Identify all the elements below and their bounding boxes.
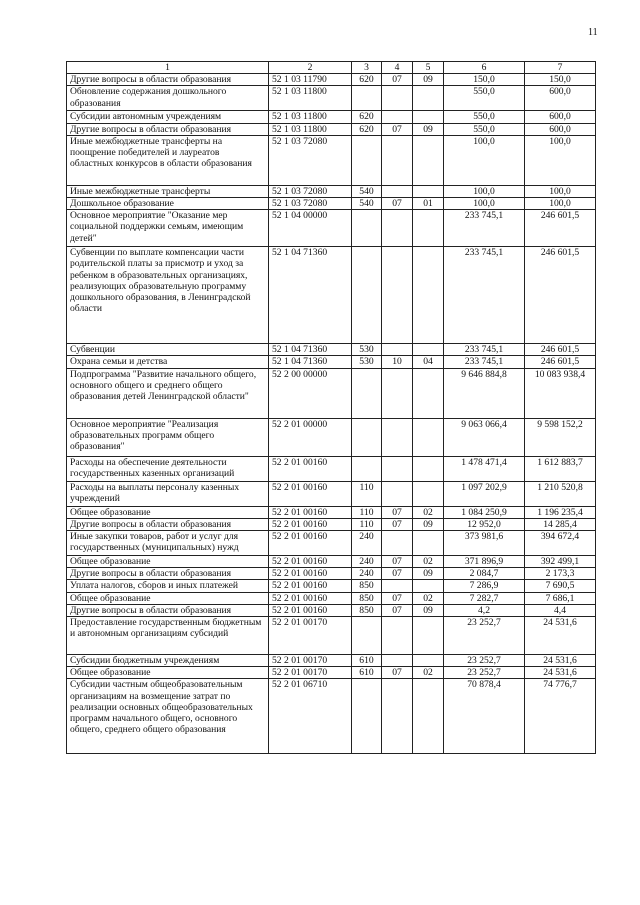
row-amount-1-cell: 233 745,1 <box>444 344 525 356</box>
row-subsection-cell: 09 <box>413 604 444 616</box>
row-section-cell: 07 <box>382 518 413 530</box>
row-code-cell: 52 1 03 72080 <box>269 185 352 197</box>
row-amount-1-cell: 23 252,7 <box>444 617 525 655</box>
row-amount-2-cell: 100,0 <box>525 135 596 185</box>
row-amount-2-cell: 1 612 883,7 <box>525 456 596 481</box>
row-code-cell: 52 2 01 00160 <box>269 580 352 592</box>
row-amount-1-cell: 233 745,1 <box>444 210 525 247</box>
row-amount-2-cell: 100,0 <box>525 198 596 210</box>
row-section-cell: 07 <box>382 123 413 135</box>
row-code-cell: 52 1 03 72080 <box>269 135 352 185</box>
row-code-cell: 52 2 00 00000 <box>269 368 352 418</box>
row-amount-1-cell: 9 063 066,4 <box>444 418 525 456</box>
row-section-cell: 07 <box>382 506 413 518</box>
row-section-cell <box>382 679 413 754</box>
column-header: 3 <box>352 62 382 74</box>
row-section-cell <box>382 368 413 418</box>
row-section-cell: 10 <box>382 356 413 368</box>
row-type-cell: 110 <box>352 506 382 518</box>
table-row <box>67 247 596 344</box>
row-type-cell: 850 <box>352 592 382 604</box>
row-type-cell: 850 <box>352 580 382 592</box>
row-section-cell <box>382 210 413 247</box>
table-row <box>67 580 596 592</box>
row-type-cell: 610 <box>352 655 382 667</box>
table-body <box>67 74 596 754</box>
row-name-cell: Подпрограмма "Развитие начального общего, основного общего и среднего общего образования детей Ленинградской области" <box>67 368 269 418</box>
row-amount-1-cell: 1 084 250,9 <box>444 506 525 518</box>
row-subsection-cell <box>413 86 444 111</box>
row-code-cell: 52 2 01 00160 <box>269 481 352 506</box>
row-subsection-cell <box>413 185 444 197</box>
row-amount-1-cell: 7 286,9 <box>444 580 525 592</box>
row-code-cell: 52 2 01 00170 <box>269 667 352 679</box>
table-row <box>67 185 596 197</box>
budget-table <box>66 61 596 754</box>
table-row <box>67 506 596 518</box>
row-code-cell: 52 1 03 11790 <box>269 74 352 86</box>
table-row <box>67 123 596 135</box>
row-name-cell: Субвенции по выплате компенсации части родительской платы за присмотр и уход за ребенком в образовательных организациях, реализующих образовательную программу дошкольного образования, в Ленинградской области <box>67 247 269 344</box>
table-row <box>67 86 596 111</box>
table-row <box>67 418 596 456</box>
row-subsection-cell <box>413 368 444 418</box>
row-subsection-cell: 02 <box>413 667 444 679</box>
row-type-cell <box>352 368 382 418</box>
table-row <box>67 617 596 655</box>
row-section-cell <box>382 344 413 356</box>
table-row <box>67 135 596 185</box>
row-code-cell: 52 2 01 00160 <box>269 518 352 530</box>
row-section-cell: 07 <box>382 198 413 210</box>
column-header: 6 <box>444 62 525 74</box>
table-row <box>67 556 596 568</box>
row-amount-1-cell: 70 878,4 <box>444 679 525 754</box>
row-name-cell: Субсидии частным общеобразовательным организациям на возмещение затрат по реализации основных общеобразовательных программ начального общего, основного общего, среднего общего образования <box>67 679 269 754</box>
row-amount-2-cell: 24 531,6 <box>525 655 596 667</box>
row-amount-2-cell: 1 210 520,8 <box>525 481 596 506</box>
row-type-cell <box>352 135 382 185</box>
row-subsection-cell <box>413 210 444 247</box>
row-section-cell: 07 <box>382 568 413 580</box>
row-amount-2-cell: 10 083 938,4 <box>525 368 596 418</box>
table-row <box>67 655 596 667</box>
row-subsection-cell <box>413 456 444 481</box>
row-type-cell: 540 <box>352 185 382 197</box>
row-section-cell <box>382 185 413 197</box>
row-section-cell <box>382 418 413 456</box>
row-amount-2-cell: 246 601,5 <box>525 247 596 344</box>
row-amount-2-cell: 7 690,5 <box>525 580 596 592</box>
row-type-cell: 530 <box>352 344 382 356</box>
row-code-cell: 52 1 03 11800 <box>269 86 352 111</box>
row-amount-2-cell: 600,0 <box>525 111 596 123</box>
row-name-cell: Общее образование <box>67 506 269 518</box>
row-amount-2-cell: 1 196 235,4 <box>525 506 596 518</box>
row-name-cell: Обновление содержания дошкольного образования <box>67 86 269 111</box>
table-row <box>67 604 596 616</box>
row-code-cell: 52 1 03 11800 <box>269 123 352 135</box>
row-amount-2-cell: 9 598 152,2 <box>525 418 596 456</box>
row-subsection-cell: 09 <box>413 123 444 135</box>
row-amount-1-cell: 550,0 <box>444 111 525 123</box>
row-amount-1-cell: 12 952,0 <box>444 518 525 530</box>
row-amount-1-cell: 233 745,1 <box>444 247 525 344</box>
row-type-cell: 240 <box>352 568 382 580</box>
row-name-cell: Иные межбюджетные трансферты на поощрение победителей и лауреатов областных конкурсов в области образования <box>67 135 269 185</box>
row-type-cell: 110 <box>352 518 382 530</box>
row-subsection-cell: 09 <box>413 74 444 86</box>
row-code-cell: 52 2 01 00160 <box>269 506 352 518</box>
row-amount-2-cell: 24 531,6 <box>525 667 596 679</box>
row-amount-1-cell: 233 745,1 <box>444 356 525 368</box>
row-subsection-cell <box>413 580 444 592</box>
row-amount-1-cell: 7 282,7 <box>444 592 525 604</box>
table-row <box>67 518 596 530</box>
row-subsection-cell: 09 <box>413 568 444 580</box>
row-section-cell <box>382 655 413 667</box>
row-subsection-cell: 02 <box>413 506 444 518</box>
row-code-cell: 52 2 01 00160 <box>269 592 352 604</box>
row-name-cell: Другие вопросы в области образования <box>67 74 269 86</box>
row-type-cell <box>352 247 382 344</box>
row-subsection-cell <box>413 135 444 185</box>
row-amount-2-cell: 2 173,3 <box>525 568 596 580</box>
row-amount-1-cell: 150,0 <box>444 74 525 86</box>
row-amount-1-cell: 100,0 <box>444 135 525 185</box>
row-amount-1-cell: 23 252,7 <box>444 667 525 679</box>
row-section-cell: 07 <box>382 667 413 679</box>
row-name-cell: Охрана семьи и детства <box>67 356 269 368</box>
row-section-cell: 07 <box>382 604 413 616</box>
row-section-cell <box>382 481 413 506</box>
column-header: 7 <box>525 62 596 74</box>
row-code-cell: 52 2 01 00170 <box>269 617 352 655</box>
row-name-cell: Основное мероприятие "Реализация образовательных программ общего образования" <box>67 418 269 456</box>
row-amount-2-cell: 246 601,5 <box>525 344 596 356</box>
row-subsection-cell <box>413 111 444 123</box>
row-type-cell <box>352 418 382 456</box>
row-amount-1-cell: 373 981,6 <box>444 531 525 556</box>
row-name-cell: Основное мероприятие "Оказание мер социальной поддержки семьям, имеющим детей" <box>67 210 269 247</box>
row-code-cell: 52 1 03 11800 <box>269 111 352 123</box>
row-amount-1-cell: 4,2 <box>444 604 525 616</box>
row-code-cell: 52 1 04 71360 <box>269 356 352 368</box>
row-section-cell <box>382 135 413 185</box>
row-code-cell: 52 2 01 00170 <box>269 655 352 667</box>
row-amount-2-cell: 600,0 <box>525 86 596 111</box>
table-row <box>67 592 596 604</box>
row-amount-2-cell: 24 531,6 <box>525 617 596 655</box>
table-row <box>67 210 596 247</box>
row-name-cell: Общее образование <box>67 592 269 604</box>
row-section-cell <box>382 111 413 123</box>
row-name-cell: Субвенции <box>67 344 269 356</box>
row-type-cell: 850 <box>352 604 382 616</box>
row-subsection-cell: 02 <box>413 592 444 604</box>
column-header: 4 <box>382 62 413 74</box>
row-code-cell: 52 2 01 00160 <box>269 604 352 616</box>
row-subsection-cell: 04 <box>413 356 444 368</box>
row-amount-2-cell: 7 686,1 <box>525 592 596 604</box>
row-name-cell: Общее образование <box>67 556 269 568</box>
row-name-cell: Другие вопросы в области образования <box>67 568 269 580</box>
row-code-cell: 52 2 01 00160 <box>269 456 352 481</box>
row-amount-1-cell: 371 896,9 <box>444 556 525 568</box>
row-type-cell: 620 <box>352 74 382 86</box>
row-code-cell: 52 2 01 00000 <box>269 418 352 456</box>
row-code-cell: 52 1 04 71360 <box>269 247 352 344</box>
row-amount-2-cell: 394 672,4 <box>525 531 596 556</box>
table-row <box>67 531 596 556</box>
row-amount-1-cell: 550,0 <box>444 86 525 111</box>
row-code-cell: 52 2 01 00160 <box>269 531 352 556</box>
row-code-cell: 52 2 01 06710 <box>269 679 352 754</box>
row-amount-2-cell: 150,0 <box>525 74 596 86</box>
row-name-cell: Дошкольное образование <box>67 198 269 210</box>
row-name-cell: Иные межбюджетные трансферты <box>67 185 269 197</box>
row-code-cell: 52 1 04 71360 <box>269 344 352 356</box>
row-type-cell: 110 <box>352 481 382 506</box>
row-subsection-cell <box>413 617 444 655</box>
row-code-cell: 52 1 03 72080 <box>269 198 352 210</box>
row-amount-1-cell: 23 252,7 <box>444 655 525 667</box>
row-section-cell: 07 <box>382 74 413 86</box>
row-type-cell: 620 <box>352 123 382 135</box>
row-subsection-cell <box>413 481 444 506</box>
row-section-cell: 07 <box>382 556 413 568</box>
row-section-cell <box>382 531 413 556</box>
row-amount-2-cell: 100,0 <box>525 185 596 197</box>
row-section-cell <box>382 580 413 592</box>
row-type-cell: 620 <box>352 111 382 123</box>
row-subsection-cell: 02 <box>413 556 444 568</box>
row-name-cell: Уплата налогов, сборов и иных платежей <box>67 580 269 592</box>
table-row <box>67 456 596 481</box>
row-amount-2-cell: 600,0 <box>525 123 596 135</box>
table-row <box>67 74 596 86</box>
table-row <box>67 481 596 506</box>
row-name-cell: Расходы на выплаты персоналу казенных учреждений <box>67 481 269 506</box>
row-code-cell: 52 2 01 00160 <box>269 556 352 568</box>
table-row <box>67 198 596 210</box>
row-type-cell: 530 <box>352 356 382 368</box>
row-amount-2-cell: 246 601,5 <box>525 356 596 368</box>
row-amount-1-cell: 100,0 <box>444 185 525 197</box>
row-amount-1-cell: 9 646 884,8 <box>444 368 525 418</box>
row-name-cell: Иные закупки товаров, работ и услуг для государственных (муниципальных) нужд <box>67 531 269 556</box>
row-amount-1-cell: 2 084,7 <box>444 568 525 580</box>
row-type-cell: 610 <box>352 667 382 679</box>
row-subsection-cell: 01 <box>413 198 444 210</box>
column-number-row <box>67 62 596 74</box>
row-section-cell <box>382 456 413 481</box>
row-type-cell: 540 <box>352 198 382 210</box>
row-subsection-cell <box>413 344 444 356</box>
table-row <box>67 679 596 754</box>
row-subsection-cell <box>413 247 444 344</box>
row-section-cell: 07 <box>382 592 413 604</box>
row-amount-1-cell: 1 478 471,4 <box>444 456 525 481</box>
table-row <box>67 344 596 356</box>
table-row <box>67 667 596 679</box>
table-row <box>67 368 596 418</box>
row-type-cell <box>352 86 382 111</box>
row-type-cell <box>352 679 382 754</box>
row-amount-2-cell: 74 776,7 <box>525 679 596 754</box>
row-code-cell: 52 1 04 00000 <box>269 210 352 247</box>
row-amount-1-cell: 1 097 202,9 <box>444 481 525 506</box>
row-section-cell <box>382 247 413 344</box>
row-name-cell: Предоставление государственным бюджетным и автономным организациям субсидий <box>67 617 269 655</box>
row-name-cell: Другие вопросы в области образования <box>67 123 269 135</box>
row-type-cell <box>352 210 382 247</box>
row-section-cell <box>382 86 413 111</box>
row-amount-2-cell: 4,4 <box>525 604 596 616</box>
column-header: 2 <box>269 62 352 74</box>
row-name-cell: Субсидии автономным учреждениям <box>67 111 269 123</box>
page-number: 11 <box>588 27 598 38</box>
column-header: 5 <box>413 62 444 74</box>
row-name-cell: Другие вопросы в области образования <box>67 518 269 530</box>
row-subsection-cell: 09 <box>413 518 444 530</box>
row-type-cell: 240 <box>352 531 382 556</box>
row-subsection-cell <box>413 418 444 456</box>
row-name-cell: Общее образование <box>67 667 269 679</box>
row-type-cell <box>352 617 382 655</box>
row-name-cell: Субсидии бюджетным учреждениям <box>67 655 269 667</box>
row-section-cell <box>382 617 413 655</box>
row-subsection-cell <box>413 531 444 556</box>
row-name-cell: Другие вопросы в области образования <box>67 604 269 616</box>
row-type-cell <box>352 456 382 481</box>
row-subsection-cell <box>413 679 444 754</box>
row-subsection-cell <box>413 655 444 667</box>
row-amount-2-cell: 14 285,4 <box>525 518 596 530</box>
row-amount-2-cell: 246 601,5 <box>525 210 596 247</box>
table-row <box>67 111 596 123</box>
table-row <box>67 568 596 580</box>
row-name-cell: Расходы на обеспечение деятельности государственных казенных организаций <box>67 456 269 481</box>
row-amount-1-cell: 100,0 <box>444 198 525 210</box>
row-type-cell: 240 <box>352 556 382 568</box>
column-header: 1 <box>67 62 269 74</box>
table-row <box>67 356 596 368</box>
row-amount-1-cell: 550,0 <box>444 123 525 135</box>
row-code-cell: 52 2 01 00160 <box>269 568 352 580</box>
row-amount-2-cell: 392 499,1 <box>525 556 596 568</box>
